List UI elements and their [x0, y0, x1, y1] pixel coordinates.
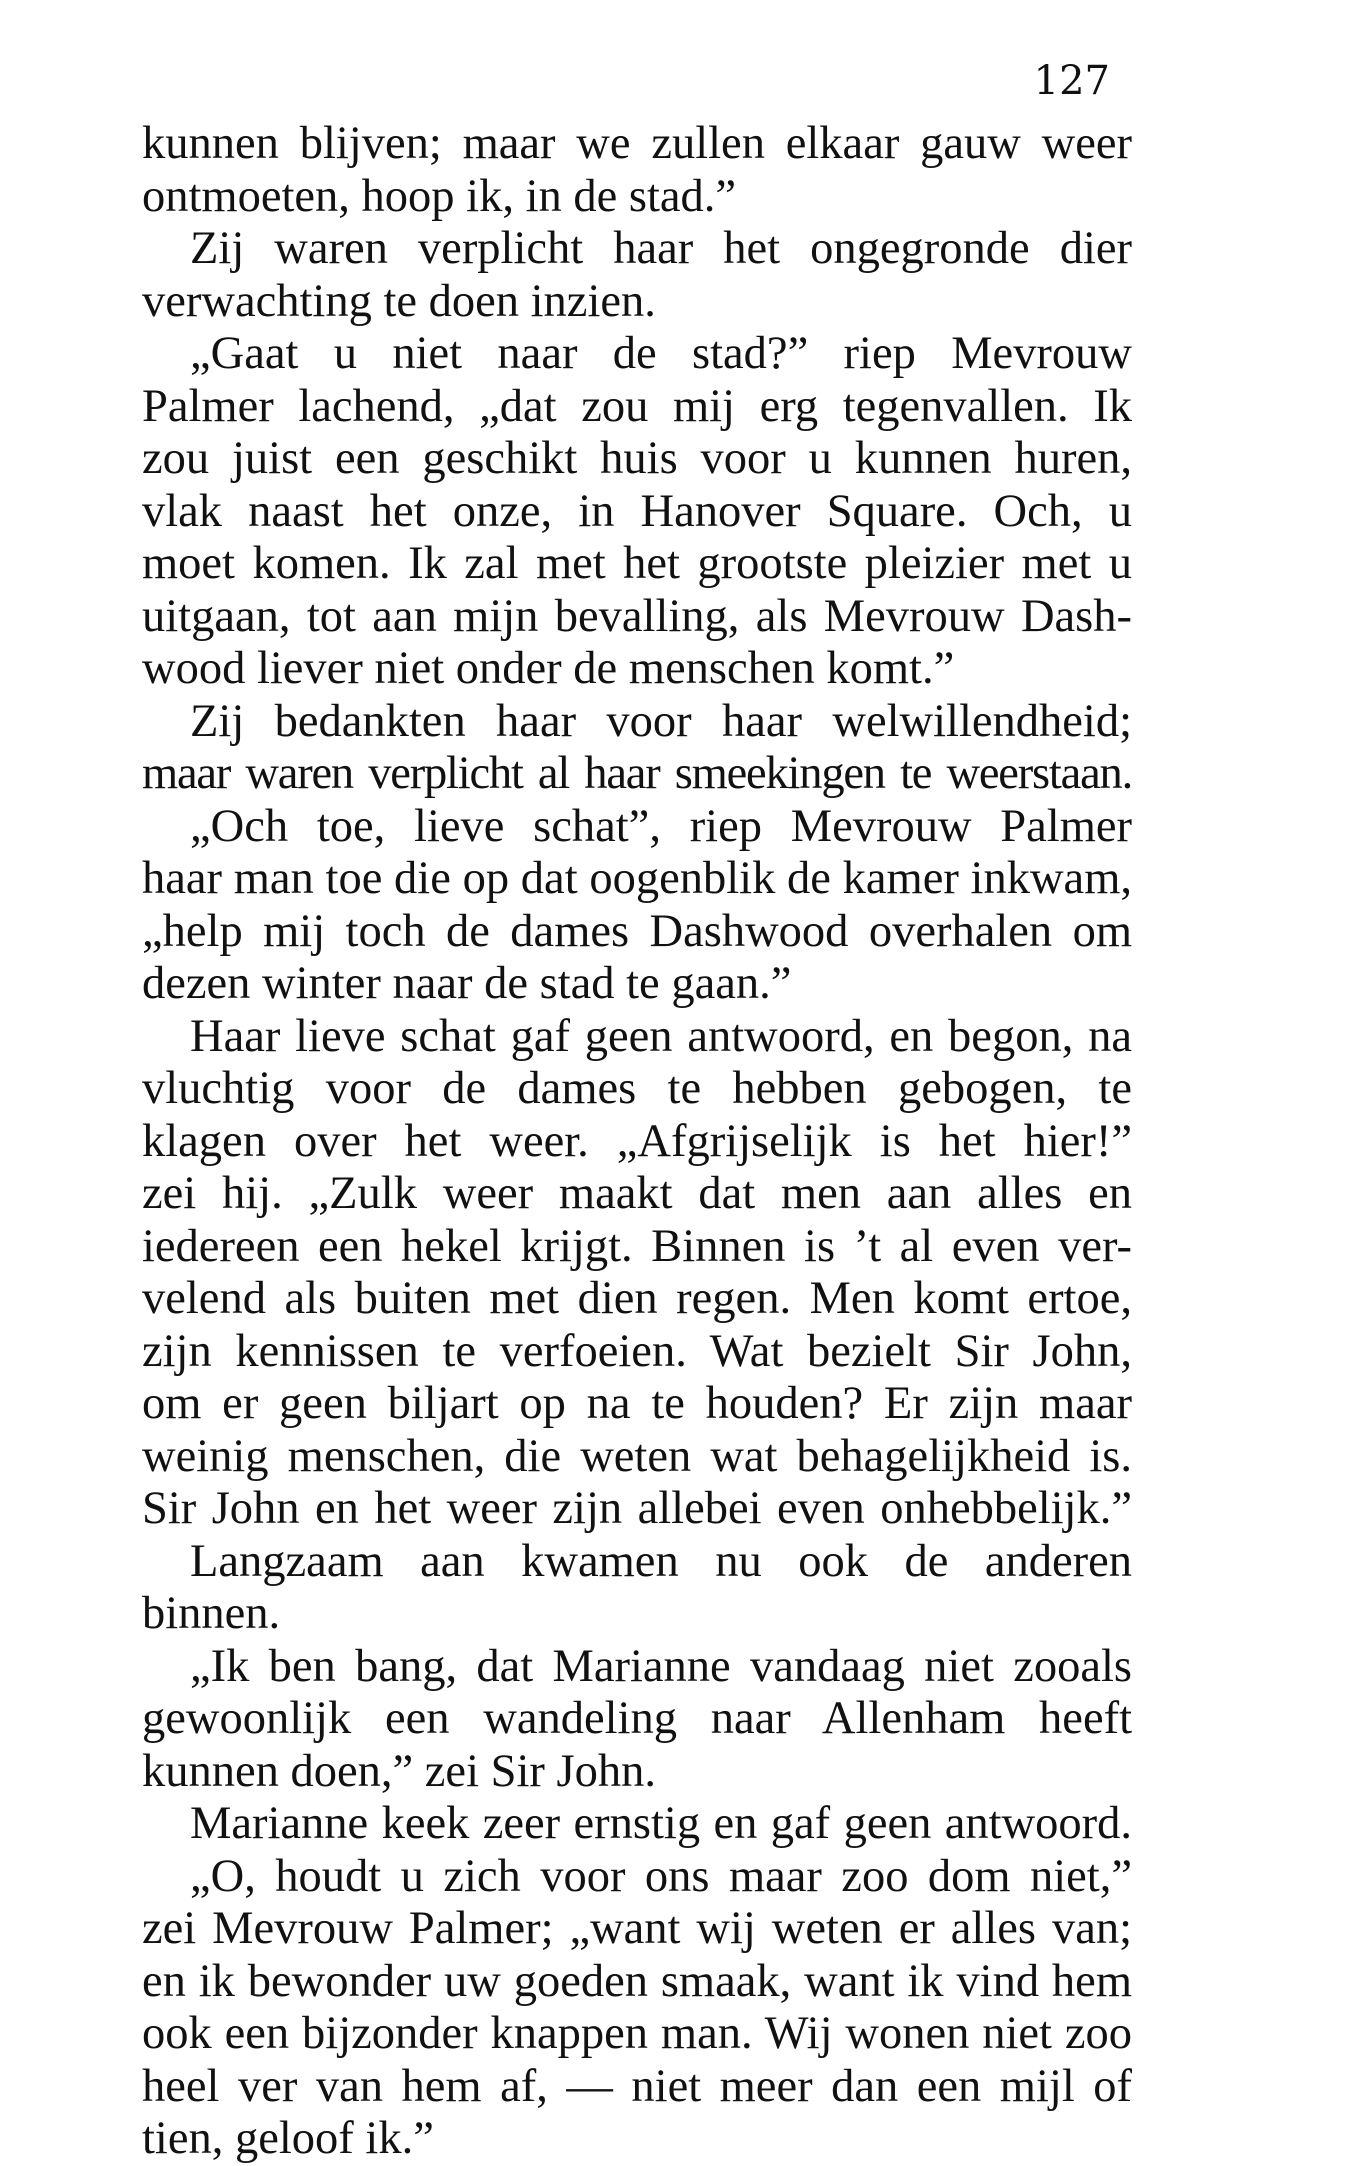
text-line: „Och toe, lieve schat”, riep Mevrouw Palmer	[190, 800, 1132, 852]
text-line: ontmoeten, hoop ik, in de stad.”	[142, 170, 737, 222]
text-line: iedereen een hekel krijgt. Binnen is ’t al even ver-	[142, 1220, 1132, 1272]
text-line: tien, geloof ik.”	[142, 2113, 434, 2164]
text-line: om er geen biljart op na te houden? Er zijn maar	[142, 1378, 1132, 1429]
text-line: Zij waren verplicht haar het ongegronde dier	[190, 223, 1132, 274]
text-line: „Ik ben bang, dat Marianne vandaag niet zooals	[190, 1640, 1132, 1692]
text-line: vlak naast het onze, in Hanover Square. Och, u	[142, 485, 1132, 537]
text-line: klagen over het weer. „Afgrijselijk is het hier!”	[142, 1115, 1132, 1167]
text-line: binnen.	[142, 1588, 281, 1639]
text-line: maar waren verplicht al haar smeekingen te weerstaan.	[142, 748, 1132, 799]
text-line: zei hij. „Zulk weer maakt dat men aan alles en	[142, 1168, 1132, 1219]
text-line: weinig menschen, die weten wat behagelijkheid is.	[142, 1430, 1132, 1482]
text-line: zei Mevrouw Palmer; „want wij weten er alles van;	[142, 1903, 1132, 1954]
text-line: kunnen blijven; maar we zullen elkaar gauw weer	[142, 118, 1132, 169]
text-line: Marianne keek zeer ernstig en gaf geen antwoord.	[190, 1798, 1132, 1849]
text-line: „Gaat u niet naar de stad?” riep Mevrouw	[190, 328, 1132, 379]
text-line: wood liever niet onder de menschen komt.”	[142, 643, 955, 694]
text-line: uitgaan, tot aan mijn bevalling, als Mevrouw Dash-	[142, 590, 1132, 642]
text-line: zou juist een geschikt huis voor u kunnen huren,	[142, 433, 1132, 484]
text-line: gewoonlijk een wandeling naar Allenham heeft	[142, 1693, 1132, 1744]
text-line: „help mij toch de dames Dashwood overhalen om	[142, 905, 1132, 957]
text-line: dezen winter naar de stad te gaan.”	[142, 958, 792, 1009]
text-line: vluchtig voor de dames te hebben gebogen, te	[142, 1063, 1132, 1114]
text-line: „O, houdt u zich voor ons maar zoo dom niet,”	[190, 1850, 1132, 1902]
text-line: velend als buiten met dien regen. Men komt ertoe,	[142, 1273, 1132, 1324]
page-number: 127	[1033, 58, 1110, 104]
text-line: Langzaam aan kwamen nu ook de anderen	[190, 1535, 1132, 1587]
text-line: zijn kennissen te verfoeien. Wat bezielt Sir John,	[142, 1325, 1132, 1377]
text-line: Palmer lachend, „dat zou mij erg tegenvallen. Ik	[142, 380, 1132, 432]
body-text	[142, 118, 1132, 2166]
text-line: Zij bedankten haar voor haar welwillendheid;	[190, 695, 1132, 747]
text-line: kunnen doen,” zei Sir John.	[142, 1745, 656, 1797]
text-line: Sir John en het weer zijn allebei even onhebbelijk.”	[142, 1483, 1132, 1534]
text-line: moet komen. Ik zal met het grootste pleizier met u	[142, 538, 1132, 589]
text-line: Haar lieve schat gaf geen antwoord, en begon, na	[190, 1010, 1132, 1062]
text-line: haar man toe die op dat oogenblik de kamer inkwam,	[142, 853, 1132, 904]
text-line: verwachting te doen inzien.	[142, 275, 656, 327]
text-line: heel ver van hem af, — niet meer dan een mijl of	[142, 2060, 1132, 2112]
text-line: en ik bewonder uw goeden smaak, want ik vind hem	[142, 1955, 1132, 2007]
text-line: ook een bijzonder knappen man. Wij wonen niet zoo	[142, 2008, 1132, 2059]
